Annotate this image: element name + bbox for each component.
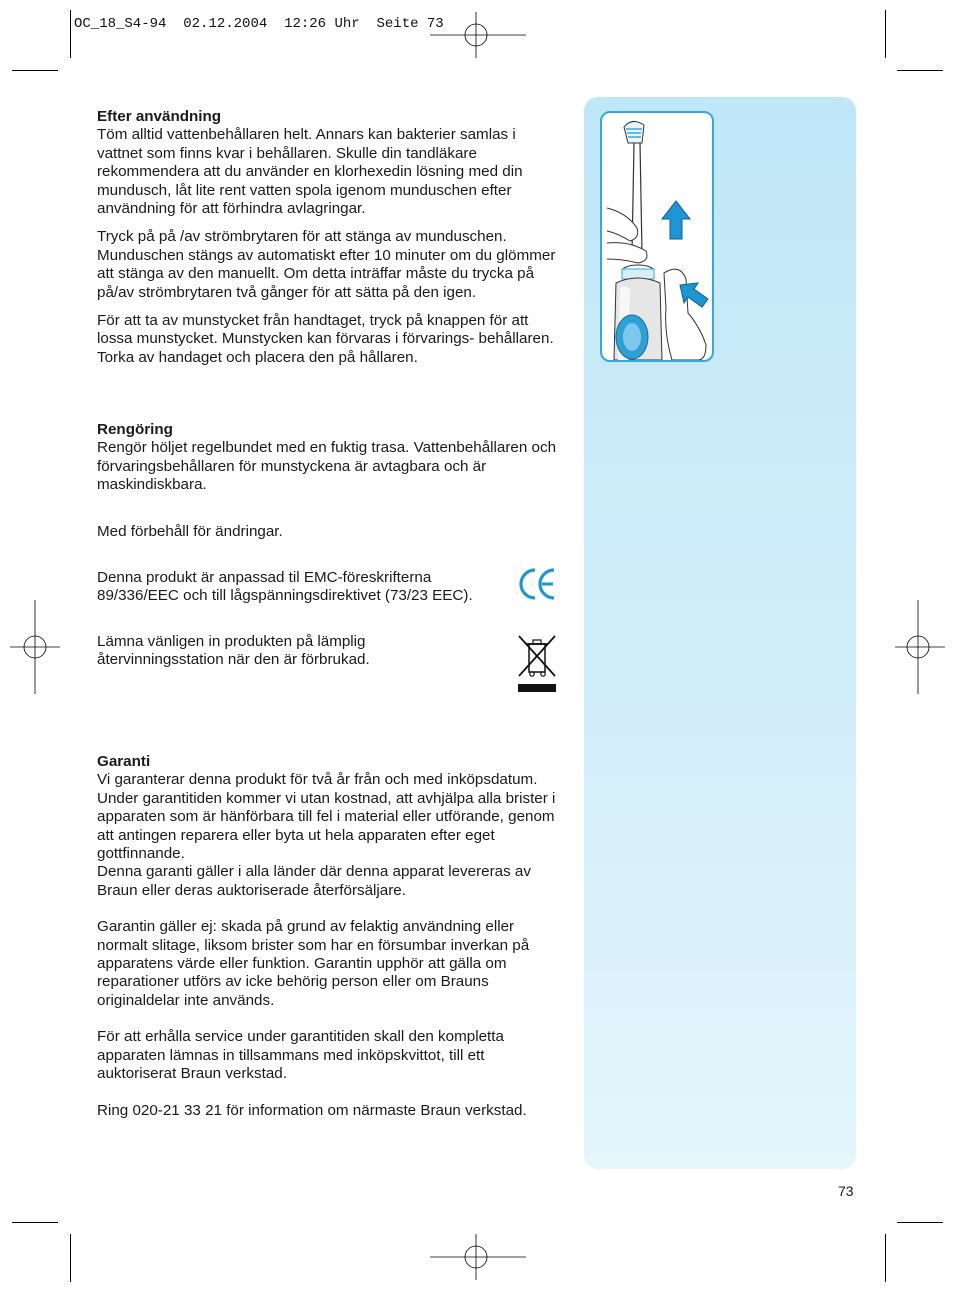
recycling-note bbox=[97, 633, 427, 670]
registration-mark-left bbox=[10, 600, 60, 694]
nozzle-removal-illustration bbox=[600, 111, 714, 362]
crop-mark bbox=[12, 1222, 58, 1223]
paragraph: Tryck på på /av strömbrytaren för att stänga av munduschen. Munduschen stängs av automatiskt efter 10 minuter om du glömmer att stänga av den manuellt. Om detta inträffar måste du trycka på på/av strömbrytaren två gånger för att sätta på den igen. bbox=[97, 228, 556, 301]
section-cleaning bbox=[97, 421, 559, 495]
paragraph: Töm alltid vattenbehållaren helt. Annars kan bakterier samlas i vattnet som finns kvar i behållaren. Skulle din tandläkare rekommendera att du använder en klorhexedin lösning med din mundusch, låt lite rent vatten spola igenom munduschen efter användning för att förhindra avlagringar. bbox=[97, 126, 523, 218]
registration-mark-right bbox=[895, 600, 945, 694]
paragraph: För att ta av munstycket från handtaget, tryck på knappen för att lossa munstycket. Munstycken kan förvaras i förvarings- behållaren. Torka av handaget och placera den på hållaren. bbox=[97, 312, 554, 366]
crop-mark bbox=[885, 1234, 886, 1282]
section-heading: Efter användning bbox=[97, 108, 222, 125]
crop-mark bbox=[70, 10, 71, 58]
print-header-time: 12:26 Uhr bbox=[284, 16, 360, 32]
crop-mark bbox=[897, 1222, 943, 1223]
print-header bbox=[74, 16, 444, 32]
reservation-note bbox=[97, 523, 559, 541]
up-arrow-icon bbox=[662, 201, 690, 239]
paragraph: Vi garanterar denna produkt för två år från och med inköpsdatum. Under garantitiden kommer vi utan kostnad, att avhjälpa alla brister i apparaten som är hänförbara till fel i material eller utförande, genom att antingen reparera eller byta ut hela apparaten efter eget gottfinnande. bbox=[97, 771, 556, 863]
section-after-use bbox=[97, 108, 559, 367]
paragraph: Lämna vänligen in produkten på lämplig återvinningsstation när den är förbrukad. bbox=[97, 633, 370, 669]
section-heading: Rengöring bbox=[97, 421, 173, 438]
paragraph: Med förbehåll för ändringar. bbox=[97, 523, 283, 540]
paragraph: Denna garanti gäller i alla länder där denna apparat levereras av Braun eller deras auktoriserade återförsäljare. bbox=[97, 863, 531, 899]
paragraph: Garantin gäller ej: skada på grund av felaktig användning eller normalt slitage, liksom brister som har en försumbar inverkan på apparatens värde eller funktion. Garantin upphör att gälla om reparationer utförs av icke behörig person eller om Brauns originaldelar inte används. bbox=[97, 918, 530, 1009]
weee-bin-icon bbox=[516, 634, 558, 694]
press-arrow-icon bbox=[680, 283, 708, 307]
crop-mark bbox=[70, 1234, 71, 1282]
emc-note bbox=[97, 569, 509, 606]
print-header-date: 02.12.2004 bbox=[183, 16, 268, 32]
section-warranty bbox=[97, 753, 559, 1120]
paragraph: Ring 020-21 33 21 för information om närmaste Braun verkstad. bbox=[97, 1101, 527, 1119]
section-heading: Garanti bbox=[97, 753, 151, 770]
registration-mark-top bbox=[430, 12, 526, 58]
crop-mark bbox=[885, 10, 886, 58]
crop-mark bbox=[12, 70, 58, 71]
registration-mark-bottom bbox=[430, 1234, 526, 1280]
print-header-file: OC_18_S4-94 bbox=[74, 16, 167, 32]
page-number: 73 bbox=[838, 1183, 854, 1199]
paragraph: För att erhålla service under garantitiden skall den kompletta apparaten lämnas in tillsammans med inköpskvittot, till ett auktoriserat Braun verkstad. bbox=[97, 1028, 504, 1083]
paragraph: Denna produkt är anpassad til EMC-föreskrifterna 89/336/EEC och till lågspänningsdirektivet (73/23 EEC). bbox=[97, 569, 473, 605]
crop-mark bbox=[897, 70, 943, 71]
paragraph: Rengör höljet regelbundet med en fuktig trasa. Vattenbehållaren och förvaringsbehållaren för munstyckena är avtagbara och är maskindiskbara. bbox=[97, 439, 557, 494]
print-header-page: Seite 73 bbox=[376, 16, 444, 32]
ce-mark-icon bbox=[518, 566, 558, 602]
